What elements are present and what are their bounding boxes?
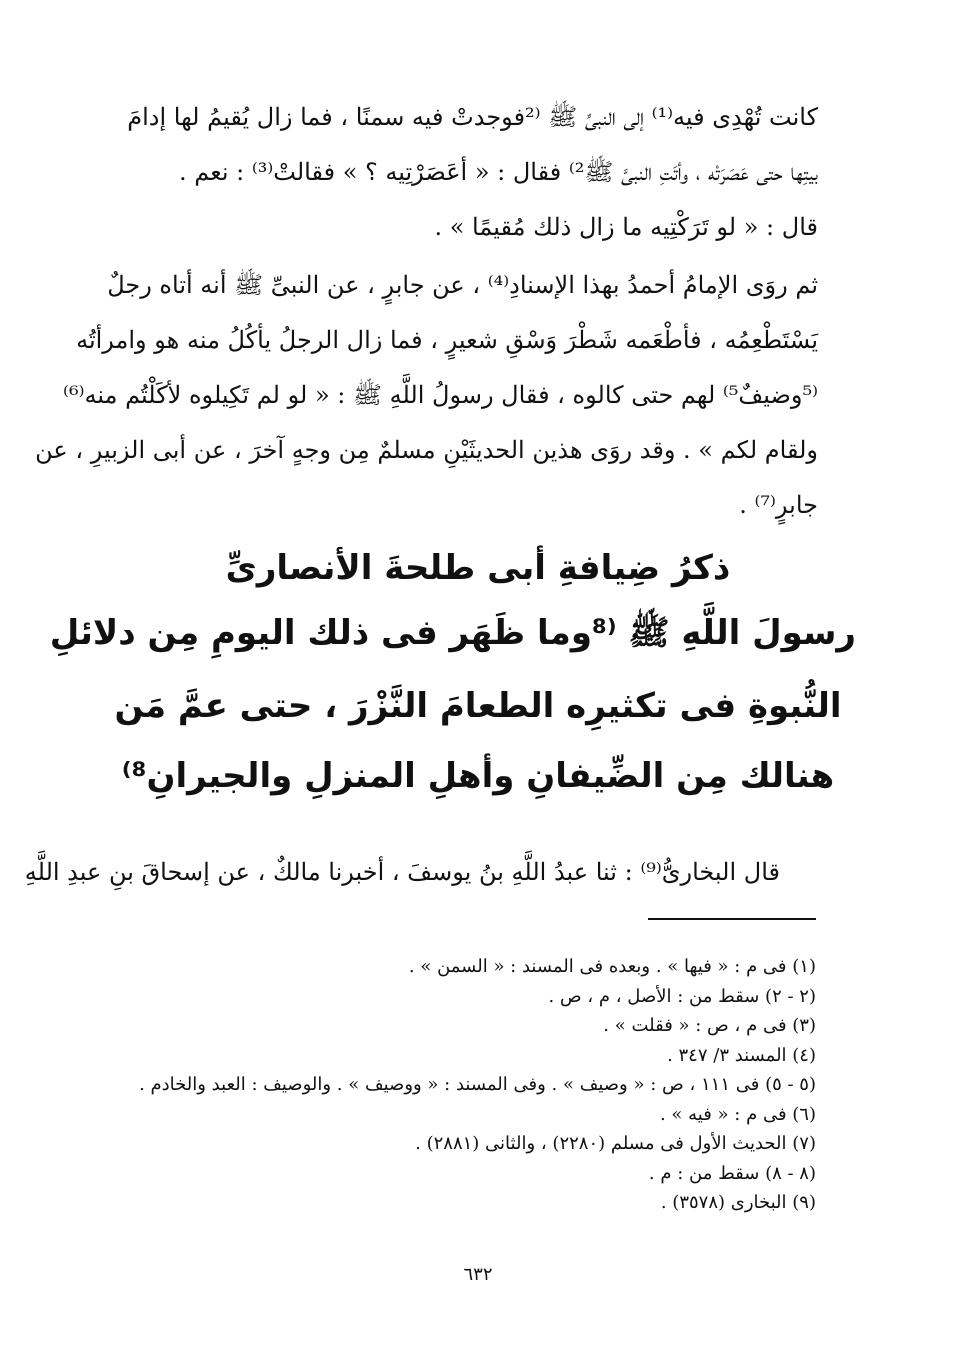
footnotes bbox=[100, 952, 816, 1218]
paragraph-1 bbox=[100, 90, 818, 255]
footnote-separator bbox=[648, 918, 816, 920]
paragraph-2 bbox=[35, 258, 818, 533]
page-number: ٦٣٢ bbox=[463, 1264, 493, 1285]
text-line: كانت تُهْدِى فيه⁽¹⁾ إلى النبىِّ ﷺ ⁽²فوجدتْ فيه سمنًا ، فما زال يُقيمُ لها إدامَ bbox=[127, 103, 818, 131]
footnote: (٨ - ٨) سقط من : م . bbox=[648, 1162, 816, 1184]
footnote: (٢ - ٢) سقط من : الأصل ، م ، ص . bbox=[548, 985, 816, 1007]
text-line: جابرٍ⁽⁷⁾ . bbox=[739, 491, 818, 519]
text-line: قال : « لو تَرَكْتِيه ما زال ذلك مُقيمًا » . bbox=[434, 213, 818, 241]
text-line: ⁽⁵وضيفٌ⁵⁾ لهم حتى كالوه ، فقال رسولُ اللَّهِ ﷺ : « لو لم تَكِيلوه لأكَلْتُم منه⁽⁶⁾ bbox=[63, 381, 818, 409]
footnote: (٣) فى م ، ص : « فقلت » . bbox=[603, 1015, 816, 1036]
text-line: يَسْتَطْعِمُه ، فأطْعَمه شَطْرَ وَسْقِ شعيرٍ ، فما زال الرجلُ يأكُلُ منه هو وامرأتُه bbox=[76, 326, 818, 354]
heading-line-4: هنالك مِن الضِّيفانِ وأهلِ المنزلِ والجيرانِ⁸⁾ bbox=[121, 756, 835, 796]
heading-line-2: رسولَ اللَّهِ ﷺ ⁽⁸وما ظَهَر فى ذلك اليومِ مِن دلائلِ bbox=[49, 613, 856, 653]
footnote: (٥ - ٥) فى ١١١ ، ص : « وصيف » . وفى المسند : « ووصيف » . والوصيف : العبد والخادم . bbox=[139, 1074, 816, 1095]
footnote: (٩) البخارى (٣٥٧٨) . bbox=[660, 1192, 816, 1213]
footnote: (٧) الحديث الأول فى مسلم (٢٢٨٠) ، والثانى (٢٨٨١) . bbox=[415, 1133, 816, 1154]
text-line: بيتِها حتى عَصَرَتْه ، وأتَتِ النبىَّ ﷺ²⁾ فقال : « أعَصَرْتِيه ؟ » فقالتْ⁽³⁾ : نعم . bbox=[179, 158, 818, 186]
text-line: ثم روَى الإمامُ أحمدُ بهذا الإسنادِ⁽⁴⁾ ، عن جابرٍ ، عن النبىِّ ﷺ أنه أتاه رجلٌ bbox=[107, 271, 818, 299]
heading-line-1: ذكرُ ضِيافةِ أبى طلحةَ الأنصارىِّ bbox=[225, 548, 731, 588]
footnote: (٤) المسند ٣/ ٣٤٧ . bbox=[667, 1044, 816, 1066]
footnote: (١) فى م : « فيها » . وبعده فى المسند : « السمن » . bbox=[408, 956, 816, 977]
text-line: ولقام لكم » . وقد روَى هذين الحديثَيْنِ مسلمٌ مِن وجهٍ آخرَ ، عن أبى الزبيرِ ، عن bbox=[35, 436, 818, 464]
heading-line-3: النُّبوةِ فى تكثيرِه الطعامَ النَّزْرَ ، حتى عمَّ مَن bbox=[114, 686, 842, 726]
isnad-line: قال البخارىُّ⁽⁹⁾ : ثنا عبدُ اللَّهِ بنُ يوسفَ ، أخبرنا مالكٌ ، عن إسحاقَ بنِ عبدِ اللَّهِ bbox=[24, 858, 780, 886]
footnote: (٦) فى م : « فيه » . bbox=[659, 1103, 816, 1125]
